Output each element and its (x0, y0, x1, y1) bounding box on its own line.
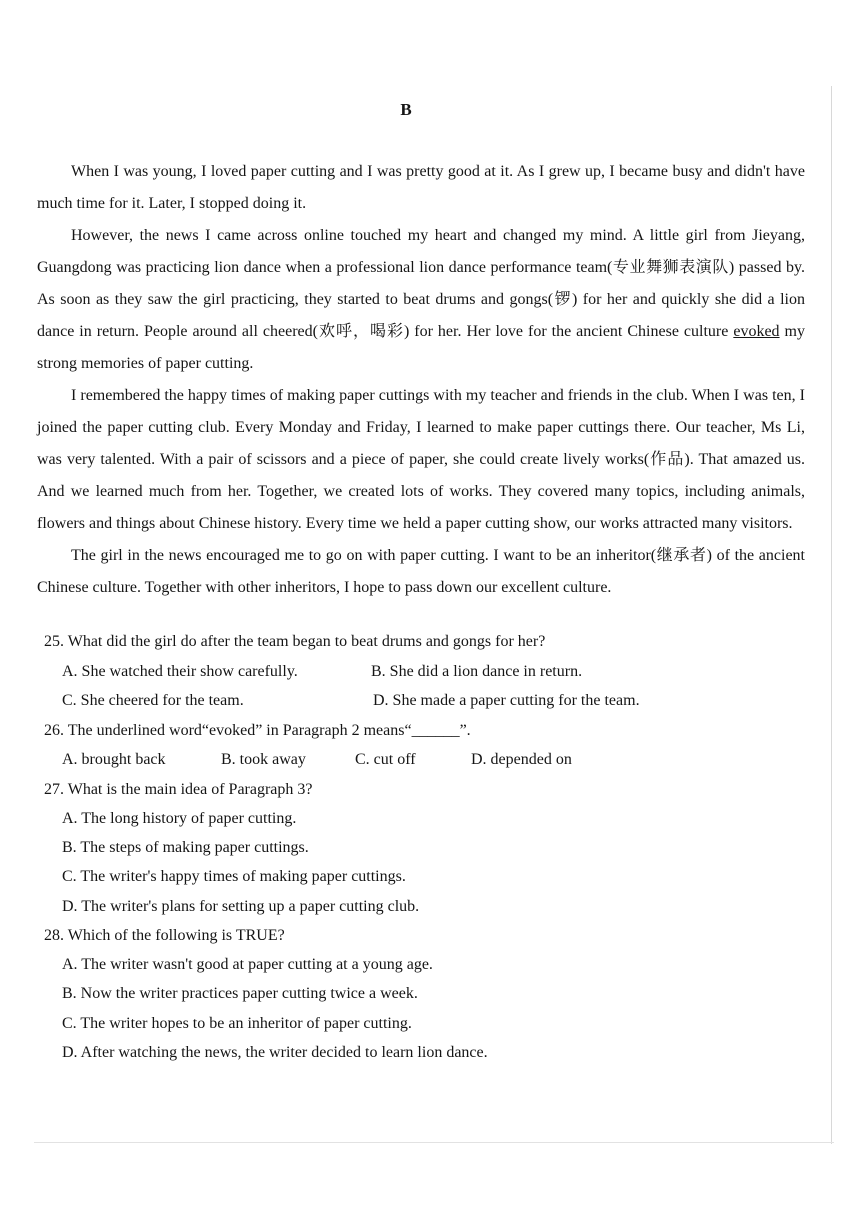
section-label: B (400, 100, 412, 119)
page-edge-right (831, 86, 832, 1144)
question-list (44, 627, 804, 1067)
option-row (44, 686, 804, 716)
option-b: B. The steps of making paper cuttings. (62, 839, 309, 857)
option-row (44, 745, 804, 775)
option-c: C. The writer hopes to be an inheritor of paper cutting. (62, 1014, 412, 1032)
option-d: D. depended on (471, 751, 572, 768)
question-stem: 26. The underlined word“evoked” in Paragraph 2 means“______”. (44, 721, 471, 739)
option-a: A. She watched their show carefully. (62, 662, 298, 680)
option-d: D. The writer's plans for setting up a paper cutting club. (62, 897, 420, 915)
question-stem: 27. What is the main idea of Paragraph 3? (44, 780, 313, 798)
option-c: C. The writer's happy times of making paper cuttings. (62, 868, 406, 886)
question-stem: 25. What did the girl do after the team began to beat drums and gongs for her? (44, 633, 546, 650)
option-c: C. She cheered for the team. (62, 692, 244, 709)
option-c: C. cut off (355, 751, 416, 768)
question-28 (44, 921, 804, 1067)
option-a: A. brought back (62, 751, 166, 768)
underlined-word: evoked (733, 323, 780, 340)
option-a: A. The writer wasn't good at paper cutting at a young age. (62, 956, 433, 974)
option-a: A. The long history of paper cutting. (62, 810, 297, 827)
question-stem: 28. Which of the following is TRUE? (44, 926, 285, 944)
reading-passage (37, 156, 805, 604)
option-b: B. took away (221, 751, 306, 768)
paragraph-1: When I was young, I loved paper cutting and I was pretty good at it. As I grew up, I became busy and didn't have much time for it. Later, I stopped doing it. (37, 163, 805, 212)
question-26 (44, 716, 804, 775)
question-25 (44, 627, 804, 716)
paragraph-2-text-a: However, the news I came across online touched my heart and changed my mind. A little girl from Jieyang, Guangdong was practicing lion dance when a professional lion dance performance team(专业舞狮表演队) passed by. As soon as they saw the girl practicing, they started to beat drums and gongs(锣) for her and quickly she did a lion dance in return. People around all cheered(欢呼，喝彩) for her. Her love for the ancient Chinese culture (37, 227, 806, 340)
paragraph-4: The girl in the news encouraged me to go on with paper cutting. I want to be an inheritor(继承者) of the ancient Chinese culture. Together with other inheritors, I hope to pass down our excellent culture. (37, 547, 805, 596)
option-d: D. After watching the news, the writer decided to learn lion dance. (62, 1043, 488, 1061)
page-edge-bottom (34, 1142, 834, 1143)
question-27 (44, 775, 804, 921)
option-b: B. Now the writer practices paper cutting twice a week. (62, 985, 418, 1003)
option-row (44, 657, 804, 687)
option-b: B. She did a lion dance in return. (371, 662, 583, 680)
paragraph-2-text-b: my strong memories of paper cutting. (37, 323, 805, 372)
paragraph-2 (37, 220, 805, 380)
option-d: D. She made a paper cutting for the team. (373, 692, 640, 709)
paragraph-3: I remembered the happy times of making paper cuttings with my teacher and friends in the club. When I was ten, I joined the paper cutting club. Every Monday and Friday, I learned to make paper cuttings there. Our teacher, Ms Li, was very talented. With a pair of scissors and a piece of paper, she could create lively works(作品). That amazed us. And we learned much from her. Together, we created lots of works. They covered many topics, including animals, flowers and things about Chinese history. Every time we held a paper cutting show, our works attracted many visitors. (37, 387, 805, 532)
